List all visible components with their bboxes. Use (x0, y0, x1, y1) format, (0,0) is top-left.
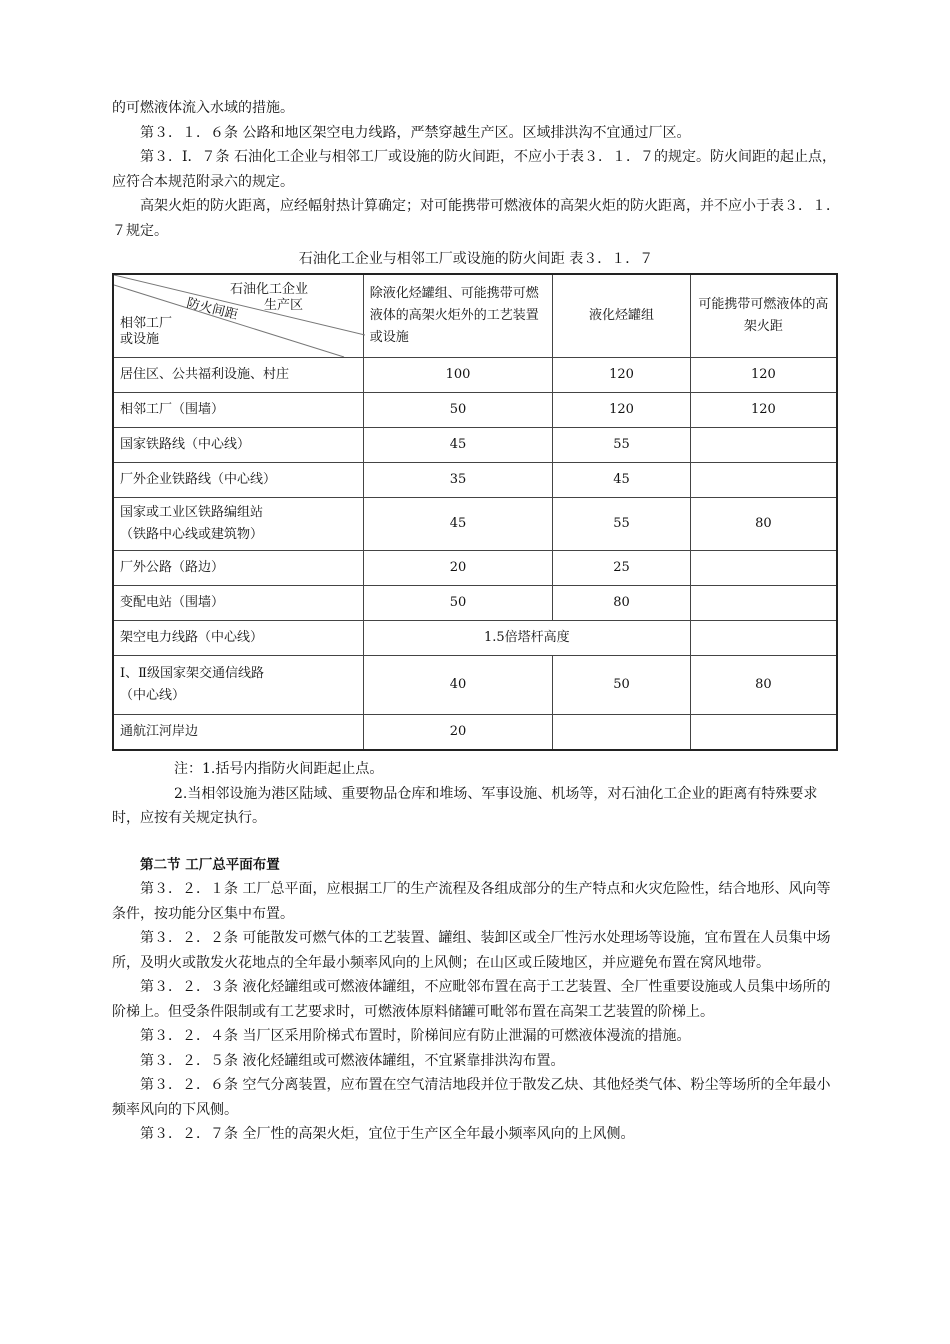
table-cell: 50 (363, 586, 552, 621)
table-row (113, 463, 837, 498)
table-header-row (113, 274, 837, 358)
paragraph: 第３．２．２条 可能散发可燃气体的工艺装置、罐组、装卸区或全厂性污水处理场等设施，宜布置在人员集中场所，及明火或散发火花地点的全年最小频率风向的上风侧；在山区或丘陵地区，并应避免布置在窝风地带。 (112, 930, 831, 971)
table-cell (690, 586, 837, 621)
paragraph: 第３．２．１条 工厂总平面，应根据工厂的生产流程及各组成部分的生产特点和火灾危险性，结合地形、风向等条件，按功能分区集中布置。 (112, 881, 831, 922)
table-cell: 25 (553, 551, 691, 586)
section-heading: 第二节 工厂总平面布置 (140, 856, 280, 873)
table-row (113, 498, 837, 551)
paragraph: 第３．２．５条 液化烃罐组或可燃液体罐组，不宜紧靠排洪沟布置。 (140, 1052, 565, 1069)
corner-top-label: 石油化工企业 (230, 282, 309, 297)
table-cell: 50 (363, 393, 552, 428)
corner-bottom-label-1: 相邻工厂 (120, 316, 173, 331)
table-cell (690, 715, 837, 751)
table-row (113, 393, 837, 428)
table-cell: 80 (553, 586, 691, 621)
paragraph: 第３．１．６条 公路和地区架空电力线路，严禁穿越生产区。区域排洪沟不宜通过厂区。 (140, 124, 691, 141)
table-cell: 55 (553, 498, 691, 551)
row-label: 通航江河岸边 (113, 715, 363, 751)
table-cell: 40 (363, 656, 552, 715)
table-row (113, 428, 837, 463)
table-notes (112, 757, 840, 831)
table-cell: 20 (363, 715, 552, 751)
row-label-line: （铁路中心线或建筑物） (120, 527, 264, 542)
table-row (113, 358, 837, 393)
table-cell: 45 (363, 428, 552, 463)
diagonal-header-cell (113, 274, 363, 358)
table-cell (690, 621, 837, 656)
paragraph: 第３．２．４条 当厂区采用阶梯式布置时，阶梯间应有防止泄漏的可燃液体漫流的措施。 (140, 1028, 691, 1044)
row-label-line: 国家或工业区铁路编组站 (120, 505, 264, 520)
table-cell: 55 (553, 428, 691, 463)
note: 2.当相邻设施为港区陆域、重要物品仓库和堆场、军事设施、机场等，对石油化工企业的距离有特殊要求时，应按有关规定执行。 (112, 785, 818, 826)
fire-distance-table (112, 273, 838, 751)
document-page (112, 96, 840, 1147)
row-label: 架空电力线路（中心线） (113, 621, 363, 656)
table-cell: 120 (690, 393, 837, 428)
note: 注：1.括号内指防火间距起止点。 (174, 761, 384, 777)
column-header: 液化烃罐组 (553, 274, 691, 358)
column-header: 除液化烃罐组、可能携带可燃液体的高架火炬外的工艺装置或设施 (363, 274, 552, 358)
row-label-line: （中心线） (120, 688, 186, 703)
table-cell: 80 (690, 498, 837, 551)
paragraph: 的可燃液体流入水域的措施。 (112, 100, 294, 116)
row-label-line: Ⅰ、Ⅱ级国家架交通信线路 (120, 666, 264, 681)
table-caption: 石油化工企业与相邻工厂或设施的防火间距 表３．１．７ (298, 251, 654, 267)
row-label: 国家铁路线（中心线） (113, 428, 363, 463)
table-row (113, 551, 837, 586)
table-cell: 80 (690, 656, 837, 715)
table-cell: 120 (690, 358, 837, 393)
row-label: 居住区、公共福利设施、村庄 (113, 358, 363, 393)
table-cell: 20 (363, 551, 552, 586)
table-cell: 45 (553, 463, 691, 498)
table-cell: 50 (553, 656, 691, 715)
paragraph: 高架火炬的防火距离，应经幅射热计算确定；对可能携带可燃液体的高架火炬的防火距离，并不应小于表３．１．７规定。 (112, 198, 840, 239)
paragraph: 第３．２．３条 液化烃罐组或可燃液体罐组，不应毗邻布置在高于工艺装置、全厂性重要设施或人员集中场所的阶梯上。但受条件限制或有工艺要求时，可燃液体原料储罐可毗邻布置在高架工艺装置的阶梯上。 (112, 979, 831, 1020)
table-cell (690, 551, 837, 586)
table-cell (690, 463, 837, 498)
table-cell: 100 (363, 358, 552, 393)
column-header: 可能携带可燃液体的高架火距 (690, 274, 837, 358)
table-cell: 45 (363, 498, 552, 551)
table-cell (690, 428, 837, 463)
paragraph: 第３．I．７条 石油化工企业与相邻工厂或设施的防火间距，不应小于表３．１．７的规定。防火间距的起止点，应符合本规范附录六的规定。 (112, 149, 836, 190)
table-cell: 120 (553, 393, 691, 428)
row-label: 相邻工厂（围墙） (113, 393, 363, 428)
row-label: 厂外公路（路边） (113, 551, 363, 586)
row-label (113, 498, 363, 551)
merged-cell: 1.5倍塔杆高度 (363, 621, 690, 656)
corner-top2-label: 生产区 (264, 298, 304, 313)
corner-bottom-label-2: 或设施 (120, 332, 160, 347)
paragraph: 第３．２．７条 全厂性的高架火炬，宜位于生产区全年最小频率风向的上风侧。 (140, 1126, 635, 1142)
table-cell: 120 (553, 358, 691, 393)
table-row (113, 715, 837, 751)
paragraph: 第３．２．６条 空气分离装置，应布置在空气清洁地段并位于散发乙炔、其他烃类气体、粉尘等场所的全年最小频率风向的下风侧。 (112, 1077, 831, 1118)
row-label (113, 656, 363, 715)
table-cell (553, 715, 691, 751)
table-row (113, 621, 837, 656)
table-row (113, 656, 837, 715)
corner-middle-label: 防火间距 (185, 295, 240, 324)
row-label: 变配电站（围墙） (113, 586, 363, 621)
row-label: 厂外企业铁路线（中心线） (113, 463, 363, 498)
table-cell: 35 (363, 463, 552, 498)
table-row (113, 586, 837, 621)
